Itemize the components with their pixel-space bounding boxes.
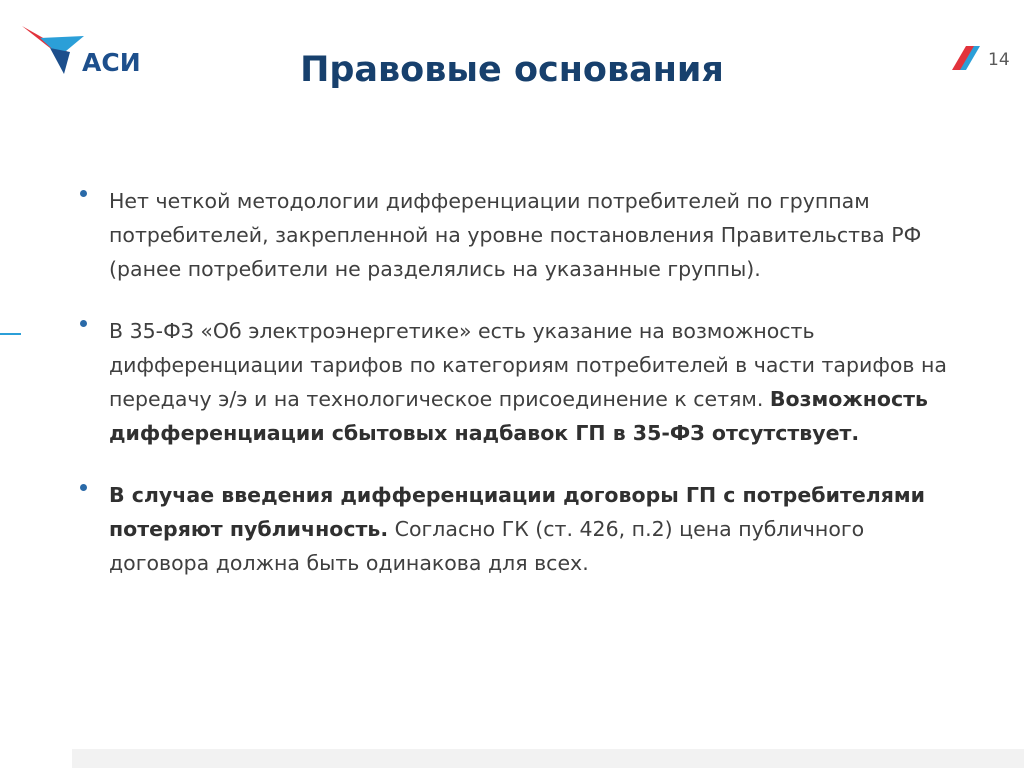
bullet-text-bold: В случае введения дифференциации договоры ГП с потребителями потеряют публичность. — [109, 483, 926, 541]
bullet-item — [78, 478, 968, 580]
bullet-text-bold: Возможность дифференциации сбытовых надбавок ГП в 35-ФЗ отсутствует. — [109, 387, 928, 445]
bullet-text — [109, 478, 968, 580]
bullet-text: Нет четкой методологии дифференциации потребителей по группам потребителей, закрепленной на уровне постановления Правительства РФ (ранее потребители не разделялись на указанные группы). — [109, 189, 922, 281]
bullet-text-plain: Согласно ГК (ст. 426, п.2) цена публичного договора должна быть одинакова для всех. — [109, 517, 865, 575]
logo-text: АСИ — [82, 48, 141, 77]
bullet-item — [78, 184, 968, 286]
page-number: 14 — [988, 50, 1010, 70]
bullet-dot-icon — [80, 484, 87, 491]
bullet-text — [109, 314, 968, 450]
side-accent-line — [0, 333, 21, 335]
slash-mark-icon — [950, 44, 982, 72]
bullet-text-plain: В 35-ФЗ «Об электроэнергетике» есть указание на возможность дифференциации тарифов по категориям потребителей в части тарифов на передачу э/э и на технологическое присоединение к сетям. — [109, 319, 947, 411]
bullet-dot-icon — [80, 190, 87, 197]
footer-bar — [72, 749, 1024, 768]
bullet-list — [78, 184, 968, 580]
slide-title: Правовые основания — [300, 50, 724, 90]
bullet-dot-icon — [80, 320, 87, 327]
bullet-item — [78, 314, 968, 450]
